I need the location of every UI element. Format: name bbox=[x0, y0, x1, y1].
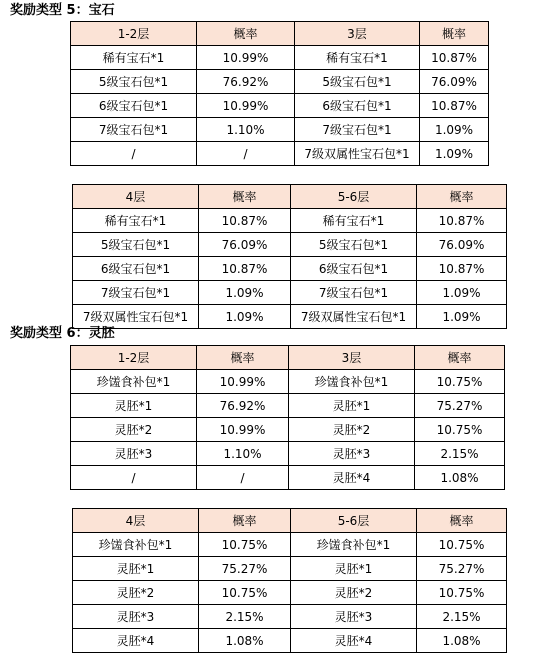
item-cell: 灵胚*1 bbox=[289, 394, 415, 418]
section-title-gems: 奖励类型 5：宝石 bbox=[10, 3, 115, 18]
probability-cell: 10.87% bbox=[199, 209, 291, 233]
probability-cell: 1.08% bbox=[417, 629, 507, 653]
table-header-row bbox=[71, 22, 489, 46]
header-cell: 概率 bbox=[415, 346, 505, 370]
probability-cell: 1.09% bbox=[199, 281, 291, 305]
probability-cell: 1.09% bbox=[417, 281, 507, 305]
probability-cell: 10.87% bbox=[420, 94, 489, 118]
item-cell: 珍馐食补包*1 bbox=[289, 370, 415, 394]
table-row bbox=[73, 533, 507, 557]
header-cell: 4层 bbox=[73, 509, 199, 533]
probability-cell: 75.27% bbox=[415, 394, 505, 418]
item-cell: 5级宝石包*1 bbox=[71, 70, 197, 94]
header-cell: 1-2层 bbox=[71, 346, 197, 370]
item-cell: 灵胚*4 bbox=[289, 466, 415, 490]
item-cell: 5级宝石包*1 bbox=[295, 70, 420, 94]
probability-cell: 1.08% bbox=[415, 466, 505, 490]
probability-cell: 10.87% bbox=[417, 257, 507, 281]
header-cell: 3层 bbox=[289, 346, 415, 370]
item-cell: 灵胚*3 bbox=[73, 605, 199, 629]
probability-cell: 1.09% bbox=[417, 305, 507, 329]
probability-cell: 1.10% bbox=[197, 442, 289, 466]
probability-cell: / bbox=[197, 466, 289, 490]
item-cell: 7级双属性宝石包*1 bbox=[73, 305, 199, 329]
probability-cell: 1.09% bbox=[420, 118, 489, 142]
item-cell: 稀有宝石*1 bbox=[295, 46, 420, 70]
header-cell: 概率 bbox=[199, 185, 291, 209]
probability-cell: 10.99% bbox=[197, 370, 289, 394]
table-row bbox=[71, 442, 505, 466]
probability-cell: 10.99% bbox=[197, 46, 295, 70]
table-row bbox=[73, 209, 507, 233]
probability-cell: 10.75% bbox=[417, 533, 507, 557]
item-cell: 珍馐食补包*1 bbox=[73, 533, 199, 557]
table-row bbox=[71, 418, 505, 442]
table-row bbox=[71, 94, 489, 118]
item-cell: 灵胚*3 bbox=[291, 605, 417, 629]
header-cell: 4层 bbox=[73, 185, 199, 209]
table-row bbox=[71, 46, 489, 70]
item-cell: 5级宝石包*1 bbox=[291, 233, 417, 257]
probability-cell: / bbox=[197, 142, 295, 166]
item-cell: 灵胚*2 bbox=[73, 581, 199, 605]
header-cell: 5-6层 bbox=[291, 509, 417, 533]
item-cell: 珍馐食补包*1 bbox=[291, 533, 417, 557]
probability-cell: 75.27% bbox=[417, 557, 507, 581]
table-row bbox=[71, 370, 505, 394]
item-cell: 7级宝石包*1 bbox=[291, 281, 417, 305]
table-row bbox=[73, 233, 507, 257]
probability-cell: 10.75% bbox=[417, 581, 507, 605]
item-cell: 7级双属性宝石包*1 bbox=[291, 305, 417, 329]
item-cell: 灵胚*2 bbox=[289, 418, 415, 442]
item-cell: 灵胚*1 bbox=[291, 557, 417, 581]
table-row bbox=[73, 281, 507, 305]
item-cell: 灵胚*2 bbox=[291, 581, 417, 605]
header-cell: 5-6层 bbox=[291, 185, 417, 209]
probability-cell: 10.75% bbox=[415, 418, 505, 442]
table-row bbox=[73, 581, 507, 605]
item-cell: 稀有宝石*1 bbox=[73, 209, 199, 233]
gem-table-floors-4-6 bbox=[72, 184, 507, 329]
probability-cell: 1.09% bbox=[420, 142, 489, 166]
item-cell: 7级宝石包*1 bbox=[295, 118, 420, 142]
item-cell: 灵胚*2 bbox=[71, 418, 197, 442]
item-cell: 5级宝石包*1 bbox=[73, 233, 199, 257]
table-row bbox=[71, 118, 489, 142]
table-row bbox=[71, 466, 505, 490]
probability-cell: 76.92% bbox=[197, 394, 289, 418]
header-cell: 概率 bbox=[417, 509, 507, 533]
table-row bbox=[71, 394, 505, 418]
probability-cell: 76.09% bbox=[420, 70, 489, 94]
item-cell: / bbox=[71, 466, 197, 490]
probability-cell: 76.92% bbox=[197, 70, 295, 94]
header-cell: 概率 bbox=[420, 22, 489, 46]
probability-cell: 2.15% bbox=[417, 605, 507, 629]
embryo-table-floors-1-3 bbox=[70, 345, 505, 490]
table-row bbox=[73, 629, 507, 653]
item-cell: 7级双属性宝石包*1 bbox=[295, 142, 420, 166]
item-cell: 灵胚*4 bbox=[291, 629, 417, 653]
probability-cell: 10.75% bbox=[199, 581, 291, 605]
item-cell: 灵胚*3 bbox=[289, 442, 415, 466]
item-cell: 灵胚*1 bbox=[73, 557, 199, 581]
probability-cell: 2.15% bbox=[199, 605, 291, 629]
embryo-table-floors-4-6 bbox=[72, 508, 507, 653]
item-cell: 6级宝石包*1 bbox=[71, 94, 197, 118]
header-cell: 3层 bbox=[295, 22, 420, 46]
probability-cell: 2.15% bbox=[415, 442, 505, 466]
item-cell: 珍馐食补包*1 bbox=[71, 370, 197, 394]
item-cell: 灵胚*3 bbox=[71, 442, 197, 466]
header-cell: 概率 bbox=[197, 346, 289, 370]
probability-cell: 10.75% bbox=[199, 533, 291, 557]
probability-cell: 75.27% bbox=[199, 557, 291, 581]
probability-cell: 10.99% bbox=[197, 418, 289, 442]
probability-cell: 1.09% bbox=[199, 305, 291, 329]
probability-cell: 10.87% bbox=[199, 257, 291, 281]
probability-cell: 1.10% bbox=[197, 118, 295, 142]
probability-cell: 10.75% bbox=[415, 370, 505, 394]
header-cell: 概率 bbox=[417, 185, 507, 209]
table-row bbox=[73, 605, 507, 629]
item-cell: 6级宝石包*1 bbox=[295, 94, 420, 118]
item-cell: 稀有宝石*1 bbox=[71, 46, 197, 70]
table-row bbox=[73, 257, 507, 281]
item-cell: 灵胚*4 bbox=[73, 629, 199, 653]
header-cell: 概率 bbox=[199, 509, 291, 533]
item-cell: / bbox=[71, 142, 197, 166]
table-header-row bbox=[71, 346, 505, 370]
table-row bbox=[73, 557, 507, 581]
item-cell: 6级宝石包*1 bbox=[291, 257, 417, 281]
header-cell: 1-2层 bbox=[71, 22, 197, 46]
item-cell: 7级宝石包*1 bbox=[71, 118, 197, 142]
item-cell: 稀有宝石*1 bbox=[291, 209, 417, 233]
probability-cell: 1.08% bbox=[199, 629, 291, 653]
item-cell: 6级宝石包*1 bbox=[73, 257, 199, 281]
probability-cell: 10.87% bbox=[420, 46, 489, 70]
section-title-spirit-embryo: 奖励类型 6：灵胚 bbox=[10, 326, 115, 341]
table-row bbox=[71, 142, 489, 166]
probability-cell: 10.99% bbox=[197, 94, 295, 118]
gem-table-floors-1-3 bbox=[70, 21, 489, 166]
probability-cell: 10.87% bbox=[417, 209, 507, 233]
table-row bbox=[73, 305, 507, 329]
probability-cell: 76.09% bbox=[199, 233, 291, 257]
table-row bbox=[71, 70, 489, 94]
header-cell: 概率 bbox=[197, 22, 295, 46]
table-header-row bbox=[73, 509, 507, 533]
table-header-row bbox=[73, 185, 507, 209]
item-cell: 灵胚*1 bbox=[71, 394, 197, 418]
probability-cell: 76.09% bbox=[417, 233, 507, 257]
item-cell: 7级宝石包*1 bbox=[73, 281, 199, 305]
